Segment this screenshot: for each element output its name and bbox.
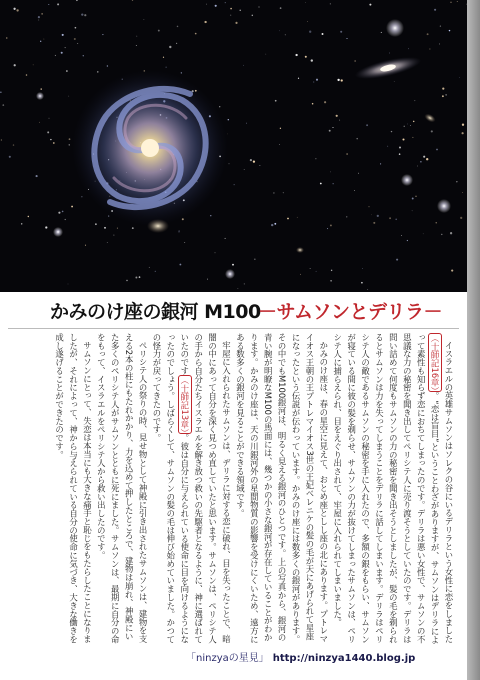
star-dot xyxy=(169,46,171,48)
star-dot xyxy=(330,224,332,226)
star-dot xyxy=(404,126,405,127)
star-dot xyxy=(229,163,230,164)
star-dot xyxy=(48,4,49,5)
star-dot xyxy=(412,137,413,138)
star-dot xyxy=(246,123,247,124)
star-dot xyxy=(238,288,239,289)
page-title: かみのけ座の銀河 M100 xyxy=(50,301,261,323)
star-dot xyxy=(300,274,301,275)
paragraph-text: 。彼は自分に与えられている使命に目を向けるようになったのでしょう。しばらくして、サムソンの髪の毛は伸び始めていました。かつての怪力が戻ってきたのです。 xyxy=(151,333,190,644)
star-dot xyxy=(275,100,277,102)
star-dot xyxy=(227,134,228,135)
star-dot xyxy=(135,277,137,279)
star-dot xyxy=(407,124,408,125)
star-dot xyxy=(331,270,332,271)
star-dot xyxy=(243,65,244,66)
star-dot xyxy=(44,39,45,40)
star-dot xyxy=(449,30,450,31)
star-dot xyxy=(68,284,69,285)
star-dot xyxy=(62,211,64,213)
star-dot xyxy=(426,158,428,160)
star-dot xyxy=(158,30,160,32)
star-dot xyxy=(61,52,63,54)
star-dot xyxy=(407,240,408,241)
paragraph xyxy=(93,333,149,645)
galaxy-photo xyxy=(0,0,467,292)
star-dot xyxy=(179,264,181,266)
star-dot xyxy=(287,218,289,220)
star-dot xyxy=(104,227,106,229)
star-dot xyxy=(155,271,156,272)
star-dot xyxy=(6,37,7,38)
star-dot xyxy=(354,60,355,61)
star-dot xyxy=(225,238,226,239)
paragraph-text: ペリシテ人の祭りの時、見せ物として神殿に引き出されたサムソンは、建物を支える2本の柱にもたれかかり、力を込めて押したところで、建物は崩れ、神殿にいた多くのペリシテ人がサムソンとともに死にました。サムソンは、最期に自分の命をもって、イスラエルをペリシテ人から救い出したのです。 xyxy=(96,333,149,644)
star-dot xyxy=(39,122,40,123)
star-dot xyxy=(333,183,334,184)
star-dot xyxy=(240,10,241,11)
star-dot xyxy=(252,15,253,16)
star-dot xyxy=(442,88,444,90)
star-dot xyxy=(250,159,252,161)
star-dot xyxy=(440,25,441,26)
star-dot xyxy=(399,153,401,155)
star-dot xyxy=(45,226,47,228)
star-dot xyxy=(274,223,276,225)
star-dot xyxy=(298,78,299,79)
star-dot xyxy=(71,206,73,208)
star-dot xyxy=(41,88,42,89)
star-dot xyxy=(36,175,38,177)
star-dot xyxy=(77,43,78,44)
star-dot xyxy=(126,280,127,281)
paragraph-text: イスラエルの英雄サムソンはソレクの谷にいるデリラという女性に恋をしました xyxy=(444,341,454,644)
paragraph-text: かみのけ座は、春の星空に見えて、おとめ座としし座の北にあります。プトレマイオス王朝の王プトレマイオス3世の王妃ベレニケの髪の毛が天にあげられて星座になったという伝説が伝わっています。かみのけ座には数多くの銀河があります。その中でもM100銀河は、明るく見える銀河のひとつです。上の写真から、銀河の青い腕が明瞭なM100の馬面には、幾つかの小さな銀河が存在していることがわかります。かみのけ座は、天の川銀河外の星間物質の影響を受けにくいため、遠方にある数多くの銀河を見ることができる領域です。 xyxy=(235,333,329,644)
star-dot xyxy=(439,43,440,44)
star-dot xyxy=(313,82,314,83)
star-dot xyxy=(395,218,397,220)
paragraph-text: サムソンにとって、失恋は本当にも大きな痛手と恥じをもたらしたことになりましたが、それによって、神から与えられている自分の使命に気づき、大きな働きを成し遂げることができたのです。 xyxy=(54,333,93,644)
star-dot xyxy=(354,190,355,191)
star-dot xyxy=(462,124,464,126)
star-dot xyxy=(207,279,208,280)
star-dot xyxy=(462,192,463,193)
star-dot xyxy=(136,45,137,46)
star-dot xyxy=(28,216,29,217)
star-dot xyxy=(58,212,60,214)
star-dot xyxy=(309,31,311,33)
star-dot xyxy=(356,138,358,140)
star-dot xyxy=(436,149,438,151)
star-dot xyxy=(230,15,231,16)
star-dot xyxy=(215,5,217,7)
star-dot xyxy=(253,160,255,162)
star-dot xyxy=(21,223,22,224)
star-dot xyxy=(195,33,197,35)
star-dot xyxy=(179,230,180,231)
star-dot xyxy=(295,54,297,56)
star-dot xyxy=(346,216,347,217)
paragraph-text: 牢屋に入れられたサムソンは、デリラに対する恋に破れ、目を失ったことで、暗闇の中にあって自分を深く見つめ直していたと思います。サムソンは、ペリシテ人の手から自分たちイスラエルを解き放つ救いの先駆者となるように、神に選ばれていたのです xyxy=(179,333,232,644)
star-dot xyxy=(346,153,348,155)
star-dot xyxy=(65,47,66,48)
star-dot xyxy=(279,144,280,145)
star-dot xyxy=(40,41,41,42)
star-dot xyxy=(204,21,206,23)
star-dot xyxy=(297,217,298,218)
star-dot xyxy=(371,214,372,215)
star-dot xyxy=(450,2,451,3)
star-dot xyxy=(83,55,84,56)
star-dot xyxy=(1,139,2,140)
star-dot xyxy=(431,130,433,132)
star-dot xyxy=(62,34,64,36)
star-dot xyxy=(81,13,83,15)
star-dot xyxy=(332,127,333,128)
star-dot xyxy=(358,173,359,174)
star-dot xyxy=(26,74,28,76)
paragraph-text: 。“恋は盲目”ということわざがありますが、サムソンはデリラによって素性も知らず恋におちてしまったのです。デリラは悪い女性で、サムソンの不思議な力の秘密を聞き出してペリシテ人に売り渡そうとしていたのです。デリラは問い詰めて何度もサムソンの力の秘密を聞き出そうとしましたが、髪の毛を剃られるとサムソンは力を失ってしまうことをデリラに話してしまいます。デリラはペリシテ人の敵であるサムソンの秘密を手に入れたので、多額の銀をもらい、サムソンが寝ている間に彼の髪を剃らせ、サムソンの力が抜けてしまったサムソンは、ペリシテ人に捕らえられ、目をえぐり出されて、牢屋に入れられてしまいました。 xyxy=(332,333,441,644)
star-dot xyxy=(396,259,398,261)
star-dot xyxy=(166,67,167,68)
star-dot xyxy=(337,79,339,81)
star-dot xyxy=(107,242,108,243)
star-dot xyxy=(456,181,457,182)
star-dot xyxy=(329,130,331,132)
star-dot xyxy=(423,233,424,234)
title-divider xyxy=(8,328,459,329)
star-dot xyxy=(234,184,235,185)
star-dot xyxy=(117,228,118,229)
star-dot xyxy=(136,36,137,37)
star-dot xyxy=(330,3,331,4)
star-dot xyxy=(74,38,76,40)
star-dot xyxy=(417,166,418,167)
star-dot xyxy=(102,34,103,35)
star-dot xyxy=(13,8,15,10)
paragraph xyxy=(149,333,232,645)
star-dot xyxy=(429,49,430,50)
star-dot xyxy=(95,223,97,225)
star-dot xyxy=(305,56,307,58)
star-dot xyxy=(368,206,369,207)
star-dot xyxy=(316,271,317,272)
star-dot xyxy=(389,217,391,219)
article-title xyxy=(0,294,467,330)
star-dot xyxy=(336,115,338,117)
star-dot xyxy=(81,196,82,197)
star-dot xyxy=(13,144,14,145)
star-dot xyxy=(324,101,326,103)
star-dot xyxy=(330,280,332,282)
star-dot xyxy=(427,33,429,35)
star-dot xyxy=(2,104,4,106)
star-dot xyxy=(420,161,422,163)
star-dot xyxy=(14,64,16,66)
star-dot xyxy=(254,259,255,260)
star-dot xyxy=(49,118,50,119)
star-dot xyxy=(366,124,368,126)
star-dot xyxy=(178,231,179,232)
star-dot xyxy=(341,79,343,81)
star-dot xyxy=(380,163,381,164)
star-dot xyxy=(244,283,245,284)
star-dot xyxy=(401,235,402,236)
page-shadow xyxy=(467,0,480,680)
star-dot xyxy=(66,70,68,72)
star-dot xyxy=(232,264,234,266)
star-dot xyxy=(457,1,458,2)
star-dot xyxy=(9,156,11,158)
star-dot xyxy=(271,224,273,226)
star-dot xyxy=(38,20,39,21)
star-dot xyxy=(391,131,392,132)
star-dot xyxy=(177,26,179,28)
star-dot xyxy=(57,3,59,5)
footer-site-name: 「ninzyaの星見」 xyxy=(186,653,269,664)
article-body xyxy=(8,333,455,645)
star-dot xyxy=(311,59,313,61)
star-dot xyxy=(307,21,308,22)
star-dot xyxy=(75,27,77,29)
star-dot xyxy=(176,43,177,44)
star-dot xyxy=(144,19,145,20)
star-dot xyxy=(228,119,229,120)
star-dot xyxy=(412,210,413,211)
star-dot xyxy=(225,2,226,3)
star-dot xyxy=(381,32,382,33)
star-dot xyxy=(235,22,237,24)
star-dot xyxy=(327,228,328,229)
star-dot xyxy=(85,245,86,246)
star-dot xyxy=(68,96,69,97)
star-dot xyxy=(108,216,109,217)
star-dot xyxy=(206,4,207,5)
star-dot xyxy=(305,2,306,3)
star-dot xyxy=(413,121,415,123)
chapter-reference: （士師記16章） xyxy=(430,334,441,391)
star-dot xyxy=(415,196,416,197)
star-dot xyxy=(346,38,347,39)
star-dot xyxy=(69,144,70,145)
star-dot xyxy=(47,131,49,133)
star-dot xyxy=(434,9,436,11)
star-dot xyxy=(316,79,318,81)
star-dot xyxy=(320,183,322,185)
footer xyxy=(186,649,415,664)
star-dot xyxy=(462,132,464,134)
star-dot xyxy=(387,146,388,147)
star-dot xyxy=(184,242,185,243)
star-dot xyxy=(41,13,42,14)
star-dot xyxy=(65,219,66,220)
star-dot xyxy=(285,34,286,35)
star-dot xyxy=(459,77,460,78)
star-dot xyxy=(107,65,108,66)
star-dot xyxy=(113,235,114,236)
star-dot xyxy=(330,172,331,173)
star-dot xyxy=(258,6,259,7)
star-dot xyxy=(373,222,375,224)
star-dot xyxy=(315,158,316,159)
chapter-reference: （士師記13章） xyxy=(179,375,190,433)
star-dot xyxy=(310,268,311,269)
star-dot xyxy=(339,120,340,121)
star-dot xyxy=(55,55,56,56)
star-dot xyxy=(273,192,274,193)
star-dot xyxy=(445,94,446,95)
star-dot xyxy=(280,128,281,129)
star-dot xyxy=(280,7,282,9)
paragraph xyxy=(233,333,330,645)
star-dot xyxy=(69,138,71,140)
star-dot xyxy=(362,268,363,269)
star-dot xyxy=(410,125,411,126)
star-dot xyxy=(442,95,444,97)
star-dot xyxy=(279,30,280,31)
star-dot xyxy=(50,139,51,140)
star-dot xyxy=(399,146,401,148)
star-dot xyxy=(163,57,164,58)
star-dot xyxy=(402,138,404,140)
star-dot xyxy=(389,53,390,54)
star-dot xyxy=(361,282,363,284)
paragraph xyxy=(52,333,94,645)
footer-url-link[interactable]: http://ninzya1440.blog.jp xyxy=(272,653,416,664)
star-dot xyxy=(33,64,34,65)
star-dot xyxy=(451,270,453,272)
star-dot xyxy=(322,33,324,35)
star-dot xyxy=(219,106,220,107)
star-dot xyxy=(97,71,98,72)
star-dot xyxy=(215,252,216,253)
star-dot xyxy=(312,103,314,105)
star-dot xyxy=(408,49,409,50)
star-dot xyxy=(53,142,55,144)
star-dot xyxy=(412,198,414,200)
star-dot xyxy=(84,14,86,16)
star-dot xyxy=(259,165,260,166)
star-dot xyxy=(149,267,150,268)
star-dot xyxy=(441,234,442,235)
star-dot xyxy=(0,92,1,93)
star-dot xyxy=(423,156,425,158)
star-dot xyxy=(283,192,284,193)
star-dot xyxy=(139,276,141,278)
star-dot xyxy=(450,232,452,234)
star-dot xyxy=(369,4,371,6)
star-dot xyxy=(132,227,134,229)
star-dot xyxy=(414,100,415,101)
paragraph xyxy=(330,333,455,645)
star-dot xyxy=(16,9,18,11)
star-dot xyxy=(394,81,395,82)
star-dot xyxy=(210,215,211,216)
star-dot xyxy=(367,289,368,290)
star-dot xyxy=(436,222,437,223)
star-dot xyxy=(377,215,379,217)
star-dot xyxy=(460,217,462,219)
star-dot xyxy=(38,16,40,18)
star-dot xyxy=(181,72,182,73)
star-dot xyxy=(230,8,232,10)
star-dot xyxy=(340,31,342,33)
star-dot xyxy=(265,54,266,55)
page-subtitle: －サムソンとデリラ－ xyxy=(258,301,443,323)
star-dot xyxy=(244,169,245,170)
